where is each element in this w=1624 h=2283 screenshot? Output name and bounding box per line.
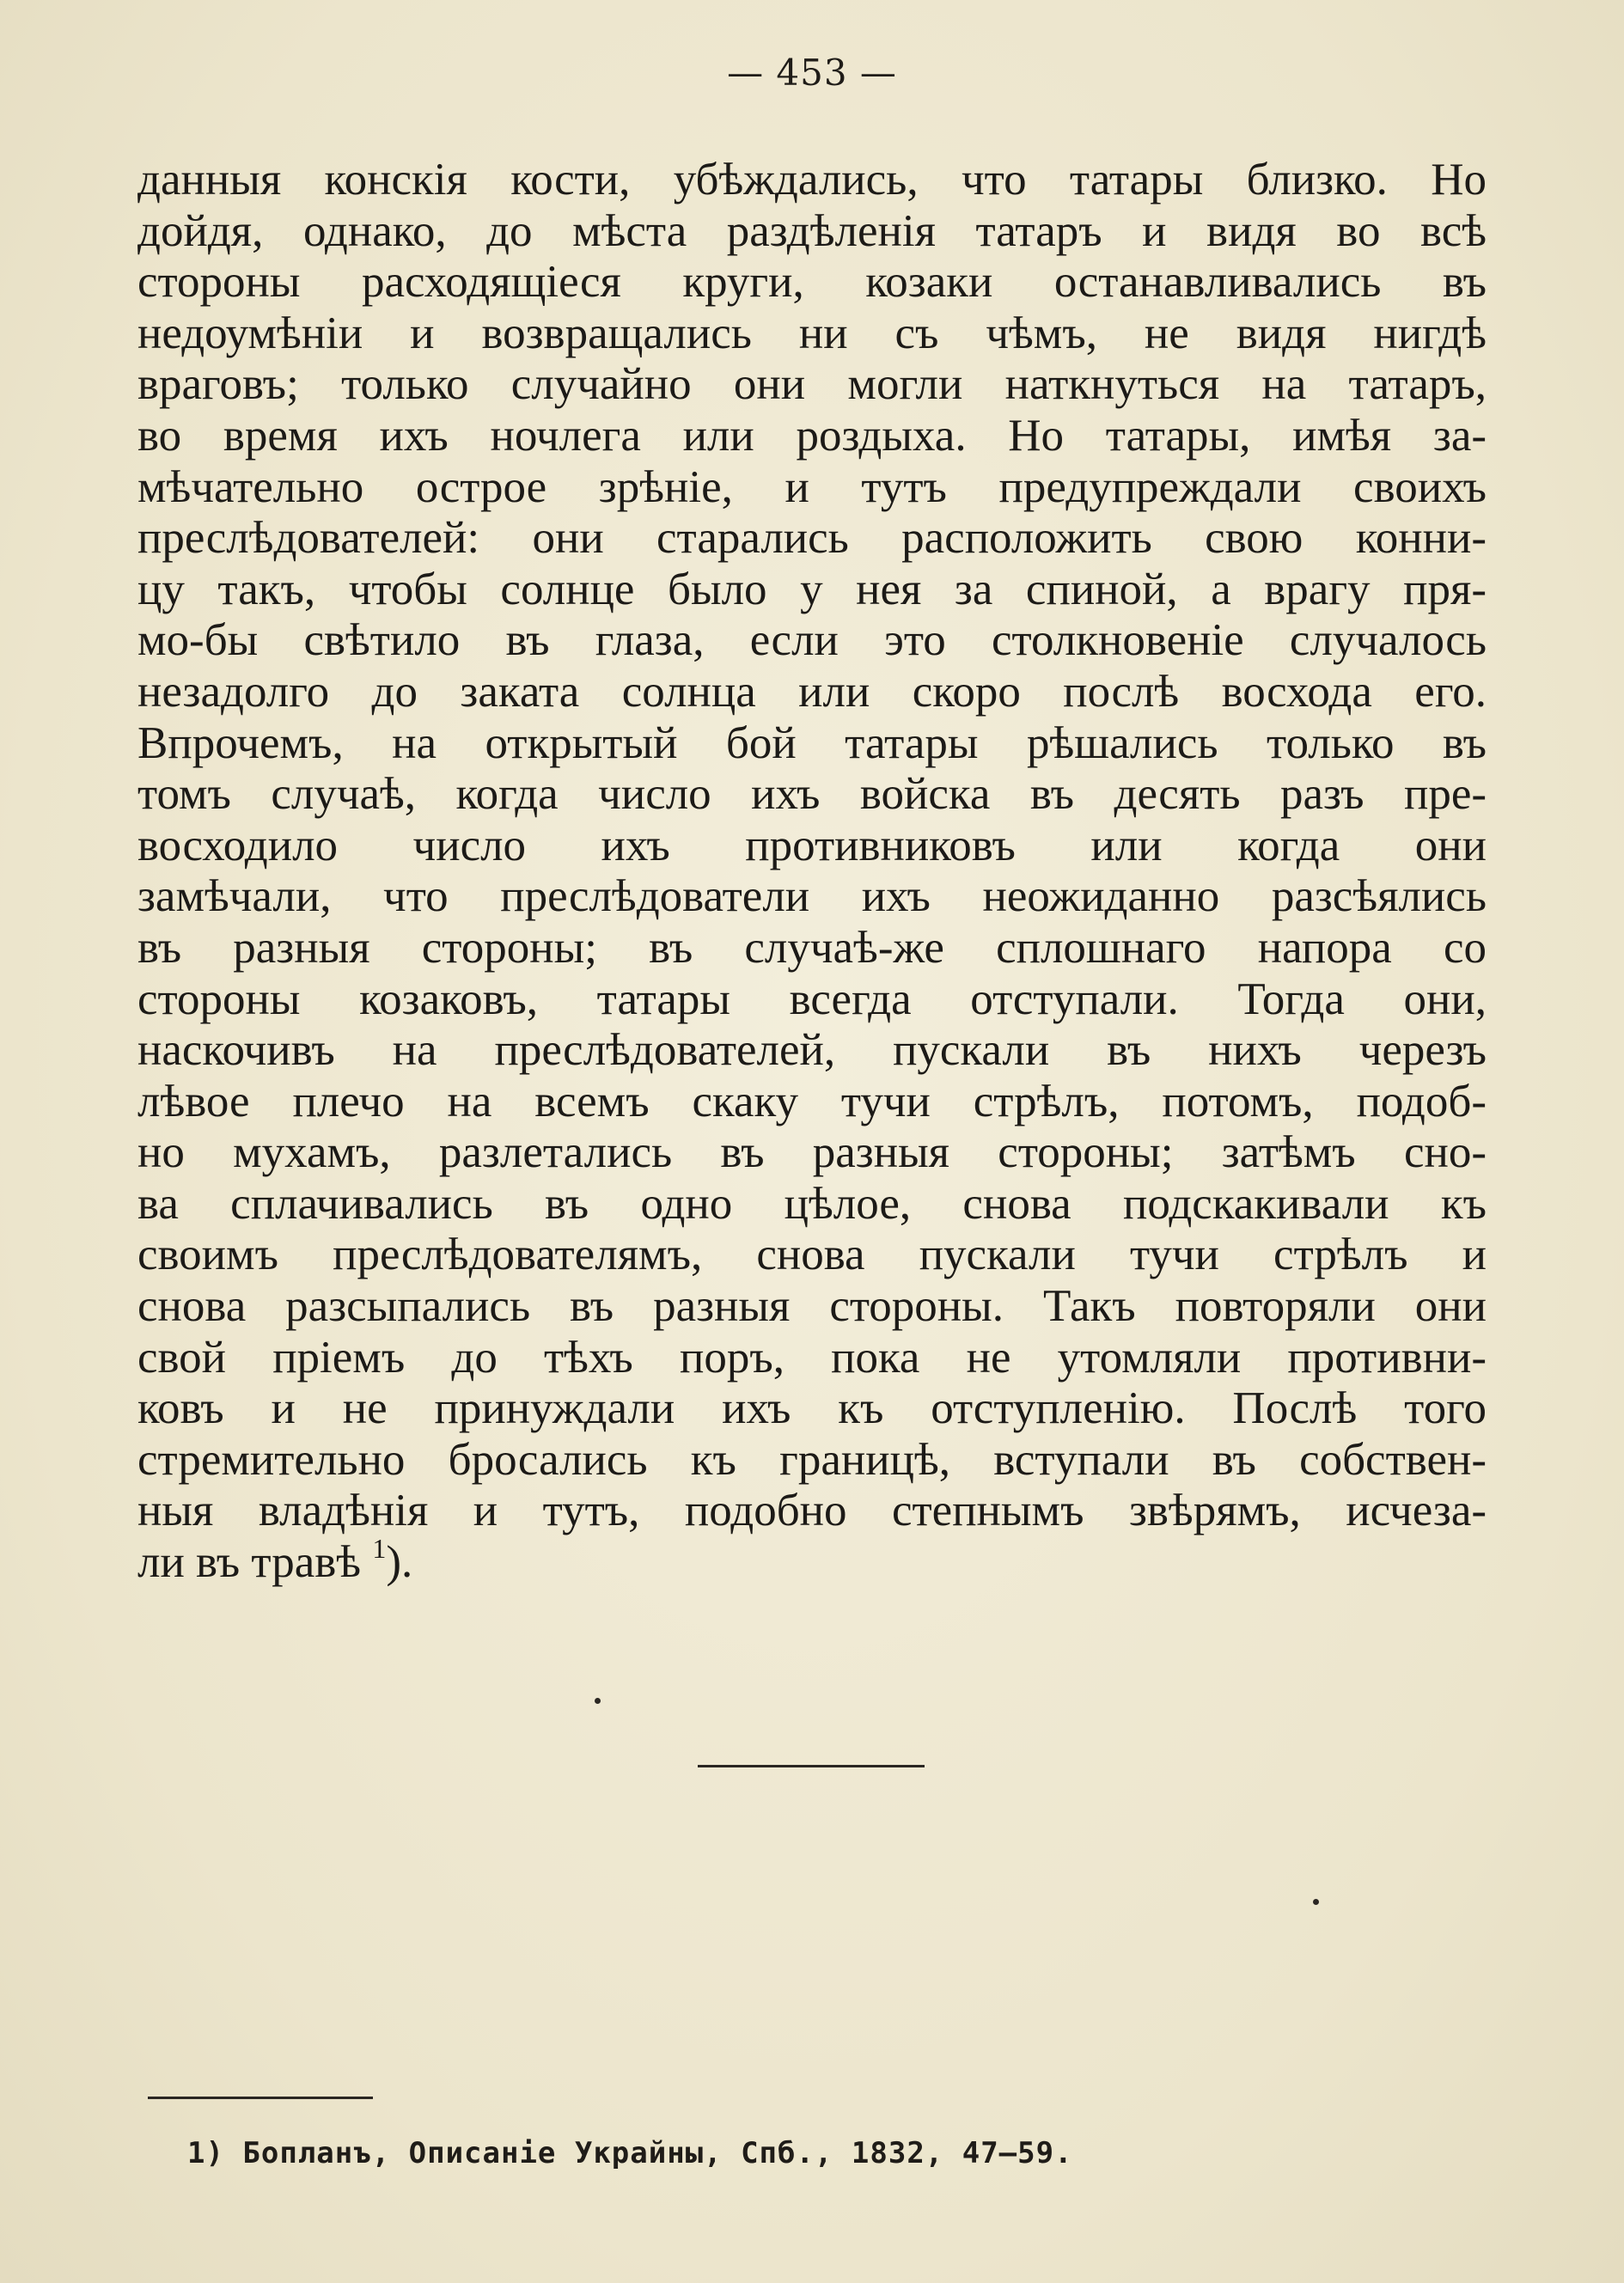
text-line: цу такъ, чтобы солнце было у нея за спиной, а врагу пря- (137, 564, 1487, 614)
text-line: ковъ и не принуждали ихъ къ отступленію. Послѣ того (137, 1383, 1487, 1434)
text-line: мѣчательно острое зрѣніе, и тутъ предупреждали своихъ (137, 461, 1487, 512)
text-line: свой пріемъ до тѣхъ поръ, пока не утомляли противни- (137, 1332, 1487, 1383)
text-line: снова разсыпались въ разныя стороны. Такъ повторяли они (137, 1281, 1487, 1332)
ink-speck (1313, 1899, 1319, 1905)
text-line: дойдя, однако, до мѣста раздѣленія татаръ и видя во всѣ (137, 205, 1487, 256)
text-line: данныя конскія кости, убѣждались, что татары близко. Но (137, 155, 1487, 204)
text-line: но мухамъ, разлетались въ разныя стороны; затѣмъ сно- (137, 1127, 1487, 1178)
text-line: ва сплачивались въ одно цѣлое, снова подскакивали къ (137, 1178, 1487, 1229)
text-line-last (137, 1537, 1487, 1589)
text-line: въ разныя стороны; въ случаѣ-же сплошнаго напора со (137, 922, 1487, 973)
text-line: своимъ преслѣдователямъ, снова пускали тучи стрѣлъ и (137, 1230, 1487, 1280)
text-line: мо-бы свѣтило въ глаза, если это столкновеніе случалось (137, 615, 1487, 666)
text-line: стремительно бросались къ границѣ, вступали въ собствен- (137, 1434, 1487, 1485)
page-number: — 453 — (727, 52, 897, 94)
footnote: 1) Бопланъ, Описаніе Украйны, Спб., 1832, 47—59. (187, 2136, 1073, 2170)
text-line: стороны козаковъ, татары всегда отступали. Тогда они, (137, 974, 1487, 1024)
body-text (137, 155, 1487, 1589)
text-line: недоумѣніи и возвращались ни съ чѣмъ, не видя нигдѣ (137, 308, 1487, 358)
footnote-rule (148, 2097, 373, 2099)
text-line: замѣчали, что преслѣдователи ихъ неожиданно разсѣялись (137, 871, 1487, 922)
last-line-end: ). (386, 1537, 413, 1588)
text-line: стороны расходящіеся круги, козаки останавливались въ (137, 257, 1487, 308)
section-end-rule (698, 1765, 925, 1767)
text-line: преслѣдователей: они старались расположить свою конни- (137, 513, 1487, 564)
text-line: Впрочемъ, на открытый бой татары рѣшались только въ (137, 717, 1487, 768)
text-line: ныя владѣнія и тутъ, подобно степнымъ звѣрямъ, исчеза- (137, 1486, 1487, 1536)
footnote-ref: 1 (372, 1537, 387, 1565)
text-line: незадолго до заката солнца или скоро послѣ восхода его. (137, 666, 1487, 717)
text-line: враговъ; только случайно они могли наткнуться на татаръ, (137, 359, 1487, 410)
text-line: лѣвое плечо на всемъ скаку тучи стрѣлъ, потомъ, подоб- (137, 1076, 1487, 1126)
text-line: восходило число ихъ противниковъ или когда они (137, 820, 1487, 870)
text-line: томъ случаѣ, когда число ихъ войска въ десять разъ пре- (137, 769, 1487, 820)
last-line-text: ли въ травѣ (137, 1537, 362, 1588)
text-line: во время ихъ ночлега или роздыха. Но татары, имѣя за- (137, 410, 1487, 461)
ink-speck (595, 1698, 601, 1704)
text-line: наскочивъ на преслѣдователей, пускали въ нихъ черезъ (137, 1025, 1487, 1076)
